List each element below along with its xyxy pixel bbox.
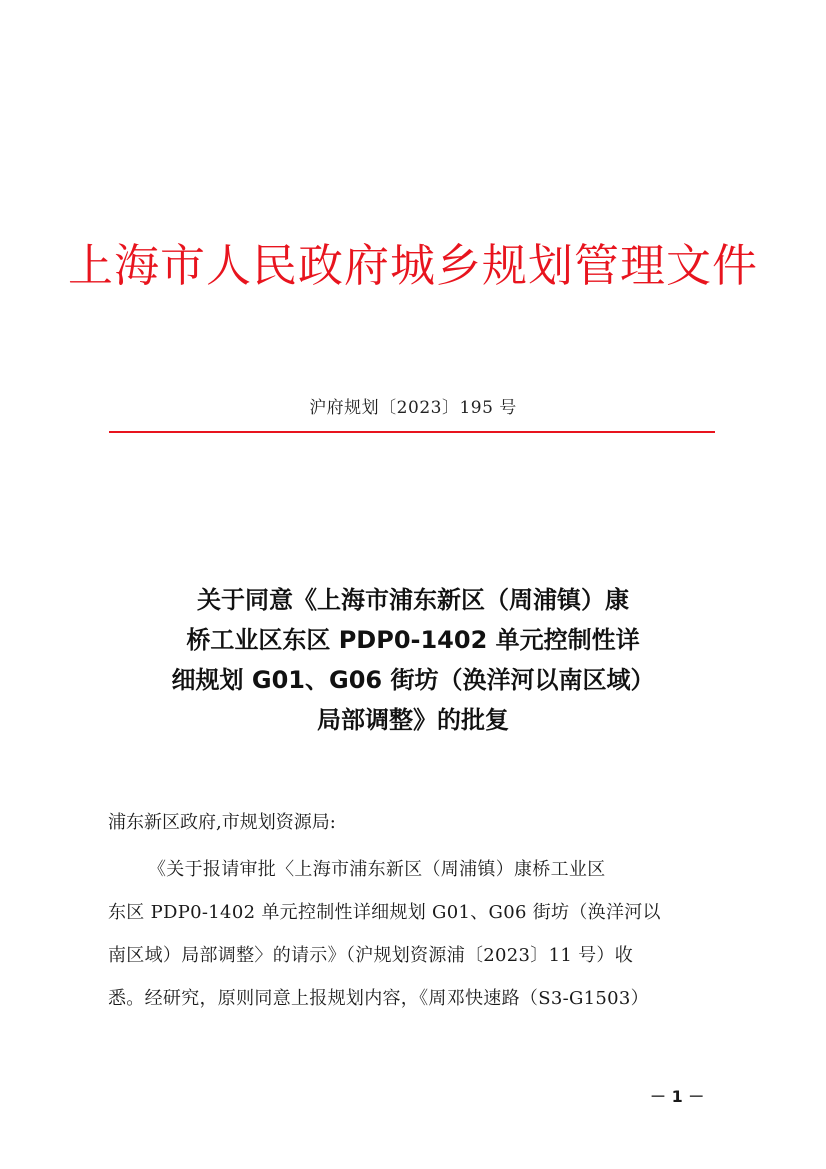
- body-line: 悉。经研究，原则同意上报规划内容，《周邓快速路（S3-G1503）: [108, 988, 649, 1009]
- body-text: [108, 855, 728, 1027]
- addressee: 浦东新区政府,市规划资源局:: [108, 812, 336, 833]
- document-title: [90, 580, 736, 740]
- body-line: 《关于报请审批〈上海市浦东新区（周浦镇）康桥工业区: [148, 859, 606, 880]
- title-line: 关于同意《上海市浦东新区（周浦镇）康: [197, 586, 629, 614]
- page-number: － 1 －: [650, 1087, 705, 1106]
- body-line: 东区 PDP0-1402 单元控制性详细规划 G01、G06 街坊（涣洋河以: [108, 902, 661, 923]
- body-line: 南区域）局部调整〉的请示》（沪规划资源浦〔2023〕11 号）收: [108, 945, 634, 966]
- red-separator-line: [109, 431, 715, 433]
- title-line: 细规划 G01、G06 街坊（涣洋河以南区域）: [171, 666, 655, 694]
- document-number: 沪府规划〔2023〕195 号: [309, 398, 517, 418]
- title-line: 局部调整》的批复: [317, 706, 509, 734]
- document-masthead: 上海市人民政府城乡规划管理文件: [67, 239, 758, 292]
- title-line: 桥工业区东区 PDP0-1402 单元控制性详: [186, 626, 640, 654]
